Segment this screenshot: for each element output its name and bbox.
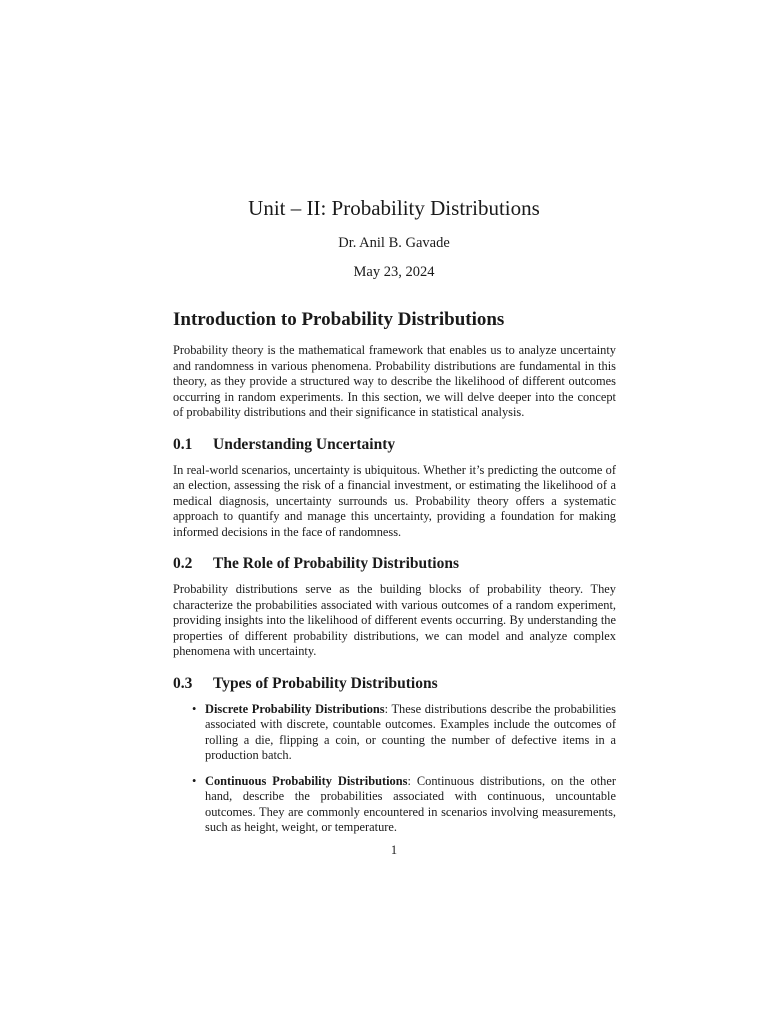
subsection-heading-role-of-distributions [173,554,616,574]
document-author: Dr. Anil B. Gavade [338,235,450,251]
list-item-term: Continuous Probability Distributions [205,773,408,788]
subsection-number: 0.2 [173,555,193,572]
subsection-title: Understanding Uncertainty [213,435,396,453]
subsection-heading-types-of-distributions [173,674,616,694]
subsection-title: The Role of Probability Distributions [213,555,460,572]
list-item-text: : These distributions describe the probabilities associated with discrete, countable outcomes. Examples include the outcomes of rolling a die, flipping a coin, or counting the number of defective items in a production batch. [205,701,616,762]
bullet-icon: • [192,701,197,716]
bullet-icon: • [192,773,197,788]
list-item-term: Discrete Probability Distributions [205,701,385,716]
subsection-heading-understanding-uncertainty [173,435,616,455]
section-heading: Introduction to Probability Distributions [173,309,505,330]
subsection-number: 0.3 [173,674,193,692]
page-number: 1 [390,843,398,857]
subsection-paragraph-role-of-distributions: Probability distributions serve as the building blocks of probability theory. They characterize the probabilities associated with various outcomes of a random experiment, providing insights into the likelihood of different events occurring. By understanding the properties of different probability distributions, we can model and analyze complex phenomena with uncertainty. [173,582,616,658]
list-item-discrete [192,701,616,764]
distribution-types-list [173,702,616,836]
document-title: Unit – II: Probability Distributions [248,196,540,220]
list-item-continuous [192,773,616,836]
list-item-text: : Continuous distributions, on the other hand, describe the probabilities associated with continuous, uncountable outcomes. They are commonly encountered in scenarios involving measurements, such as height, weight, or temperature. [205,773,616,834]
document-body [173,308,616,846]
subsection-title: Types of Probability Distributions [213,674,438,692]
subsection-paragraph-understanding-uncertainty: In real-world scenarios, uncertainty is ubiquitous. Whether it’s predicting the outcome of an election, assessing the risk of a financial investment, or estimating the likelihood of a medical diagnosis, uncertainty surrounds us. Probability theory offers a systematic approach to quantify and manage this uncertainty, providing a foundation for making informed decisions in the face of randomness. [173,462,616,539]
document-date: May 23, 2024 [353,264,435,280]
subsection-number: 0.1 [173,435,193,453]
section-intro-paragraph: Probability theory is the mathematical framework that enables us to analyze uncertainty and randomness in various phenomena. Probability distributions are fundamental in this theory, as they provide a structured way to describe the likelihood of different outcomes occurring in random experiments. In this section, we will delve deeper into the concept of probability distributions and their significance in statistical analysis. [173,343,616,419]
